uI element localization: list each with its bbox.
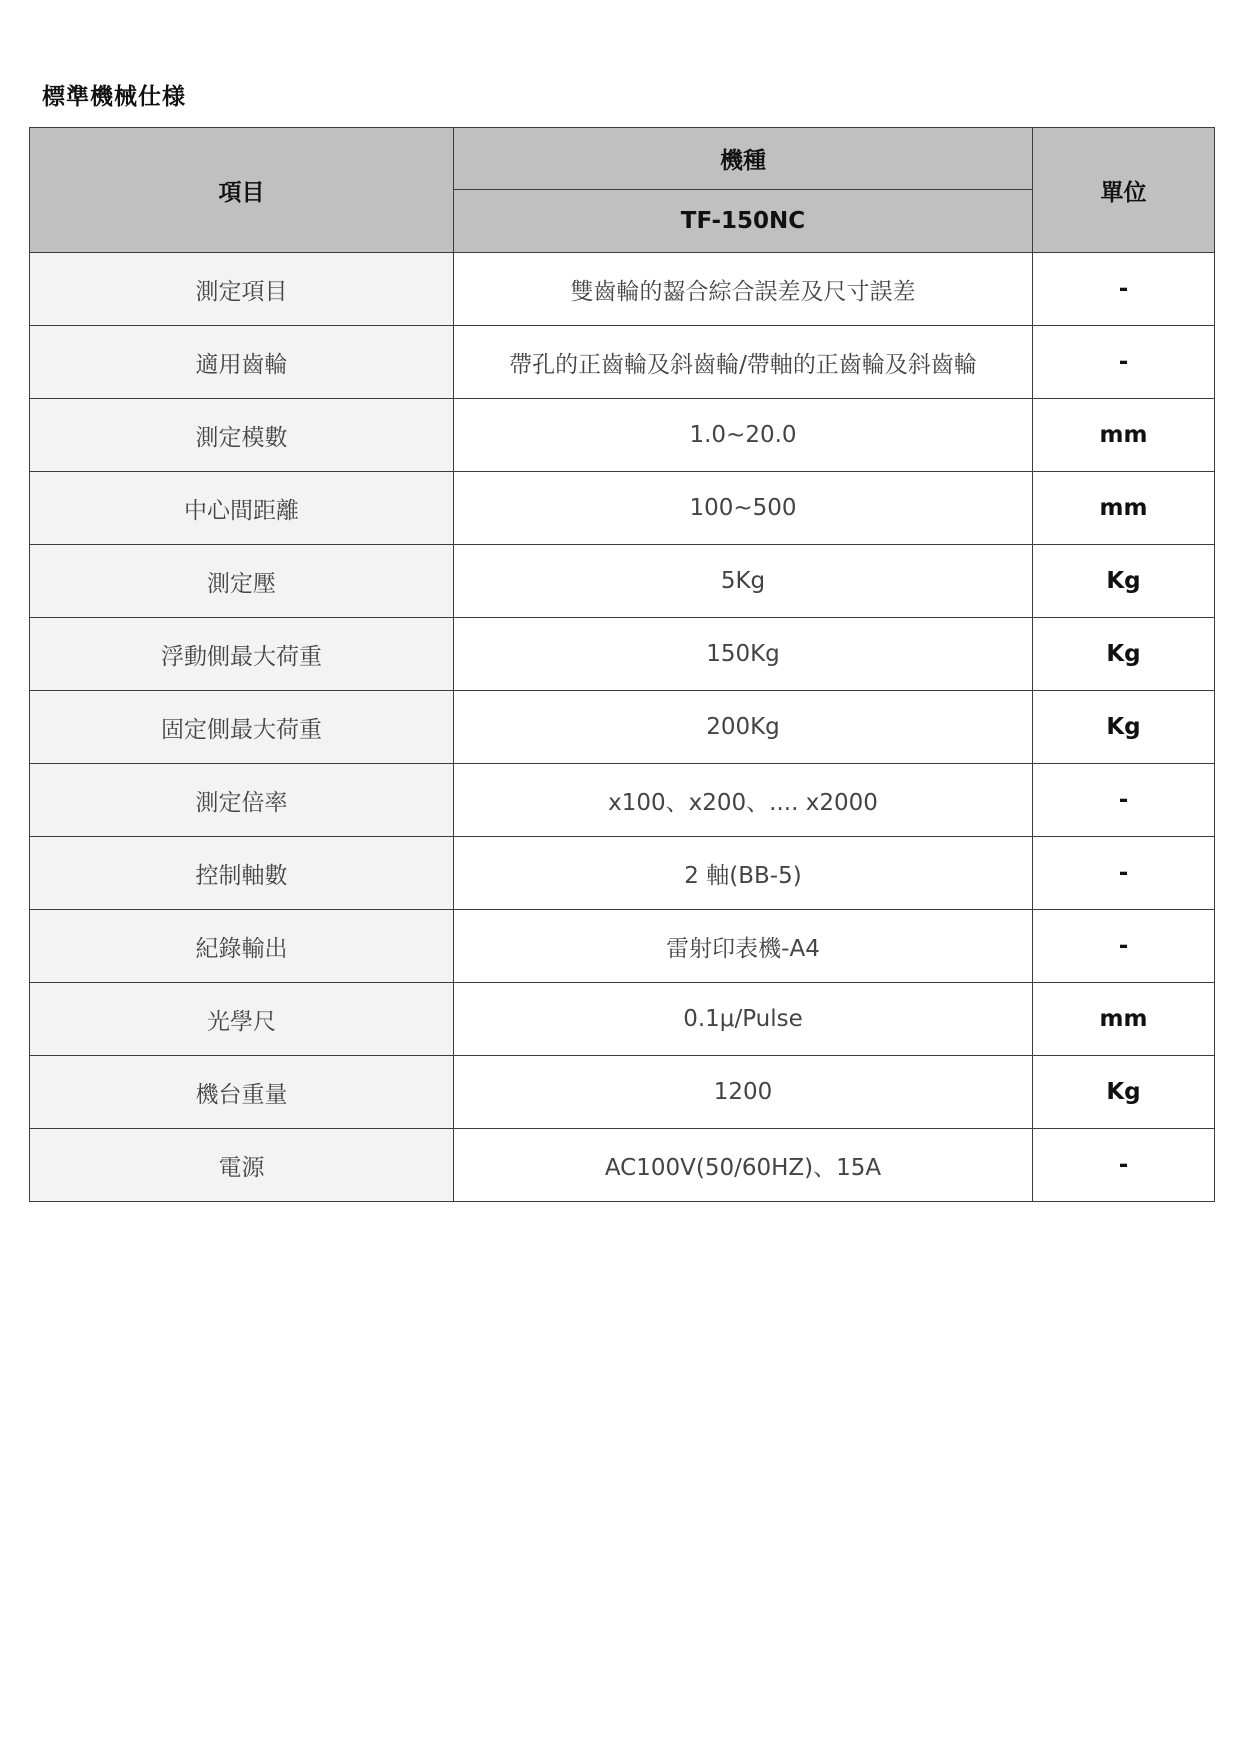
- table-row: [30, 837, 1215, 910]
- row-unit: -: [1033, 253, 1215, 326]
- row-item: 測定模數: [30, 399, 454, 472]
- row-unit: mm: [1033, 983, 1215, 1056]
- document-title: 標準機械仕様: [42, 84, 186, 110]
- row-unit: -: [1033, 326, 1215, 399]
- row-value: 1200: [454, 1056, 1033, 1129]
- header-item: 項目: [30, 128, 454, 253]
- row-value: 200Kg: [454, 691, 1033, 764]
- row-unit: -: [1033, 1129, 1215, 1202]
- row-item: 測定壓: [30, 545, 454, 618]
- row-value: x100、x200、.... x2000: [454, 764, 1033, 837]
- row-value: 100~500: [454, 472, 1033, 545]
- spec-table: [29, 127, 1215, 1202]
- row-item: 固定側最大荷重: [30, 691, 454, 764]
- row-value: 2 軸(BB-5): [454, 837, 1033, 910]
- spec-table-body: [30, 253, 1215, 1202]
- table-row: [30, 472, 1215, 545]
- row-value: 5Kg: [454, 545, 1033, 618]
- header-row-top: [30, 128, 1215, 190]
- row-value: 帶孔的正齒輪及斜齒輪/帶軸的正齒輪及斜齒輪: [454, 326, 1033, 399]
- row-item: 測定倍率: [30, 764, 454, 837]
- row-unit: mm: [1033, 472, 1215, 545]
- row-value: 150Kg: [454, 618, 1033, 691]
- row-unit: Kg: [1033, 691, 1215, 764]
- row-value: 1.0~20.0: [454, 399, 1033, 472]
- row-item: 機台重量: [30, 1056, 454, 1129]
- table-row: [30, 545, 1215, 618]
- row-item: 控制軸數: [30, 837, 454, 910]
- spec-table-header: [30, 128, 1215, 253]
- row-item: 電源: [30, 1129, 454, 1202]
- table-row: [30, 910, 1215, 983]
- row-item: 測定項目: [30, 253, 454, 326]
- row-unit: Kg: [1033, 545, 1215, 618]
- row-unit: mm: [1033, 399, 1215, 472]
- table-row: [30, 983, 1215, 1056]
- table-row: [30, 253, 1215, 326]
- row-value: 雙齒輪的齧合綜合誤差及尺寸誤差: [454, 253, 1033, 326]
- table-row: [30, 1056, 1215, 1129]
- table-row: [30, 764, 1215, 837]
- row-value: 雷射印表機-A4: [454, 910, 1033, 983]
- row-item: 適用齒輪: [30, 326, 454, 399]
- table-row: [30, 326, 1215, 399]
- header-model: TF-150NC: [454, 190, 1033, 253]
- row-unit: -: [1033, 837, 1215, 910]
- row-item: 浮動側最大荷重: [30, 618, 454, 691]
- row-unit: -: [1033, 910, 1215, 983]
- row-unit: Kg: [1033, 618, 1215, 691]
- table-row: [30, 399, 1215, 472]
- row-unit: -: [1033, 764, 1215, 837]
- row-value: AC100V(50/60HZ)、15A: [454, 1129, 1033, 1202]
- table-row: [30, 691, 1215, 764]
- row-unit: Kg: [1033, 1056, 1215, 1129]
- table-row: [30, 1129, 1215, 1202]
- table-row: [30, 618, 1215, 691]
- row-item: 中心間距離: [30, 472, 454, 545]
- row-item: 光學尺: [30, 983, 454, 1056]
- row-item: 紀錄輸出: [30, 910, 454, 983]
- row-value: 0.1μ/Pulse: [454, 983, 1033, 1056]
- header-model-group: 機種: [454, 128, 1033, 190]
- header-unit: 單位: [1033, 128, 1215, 253]
